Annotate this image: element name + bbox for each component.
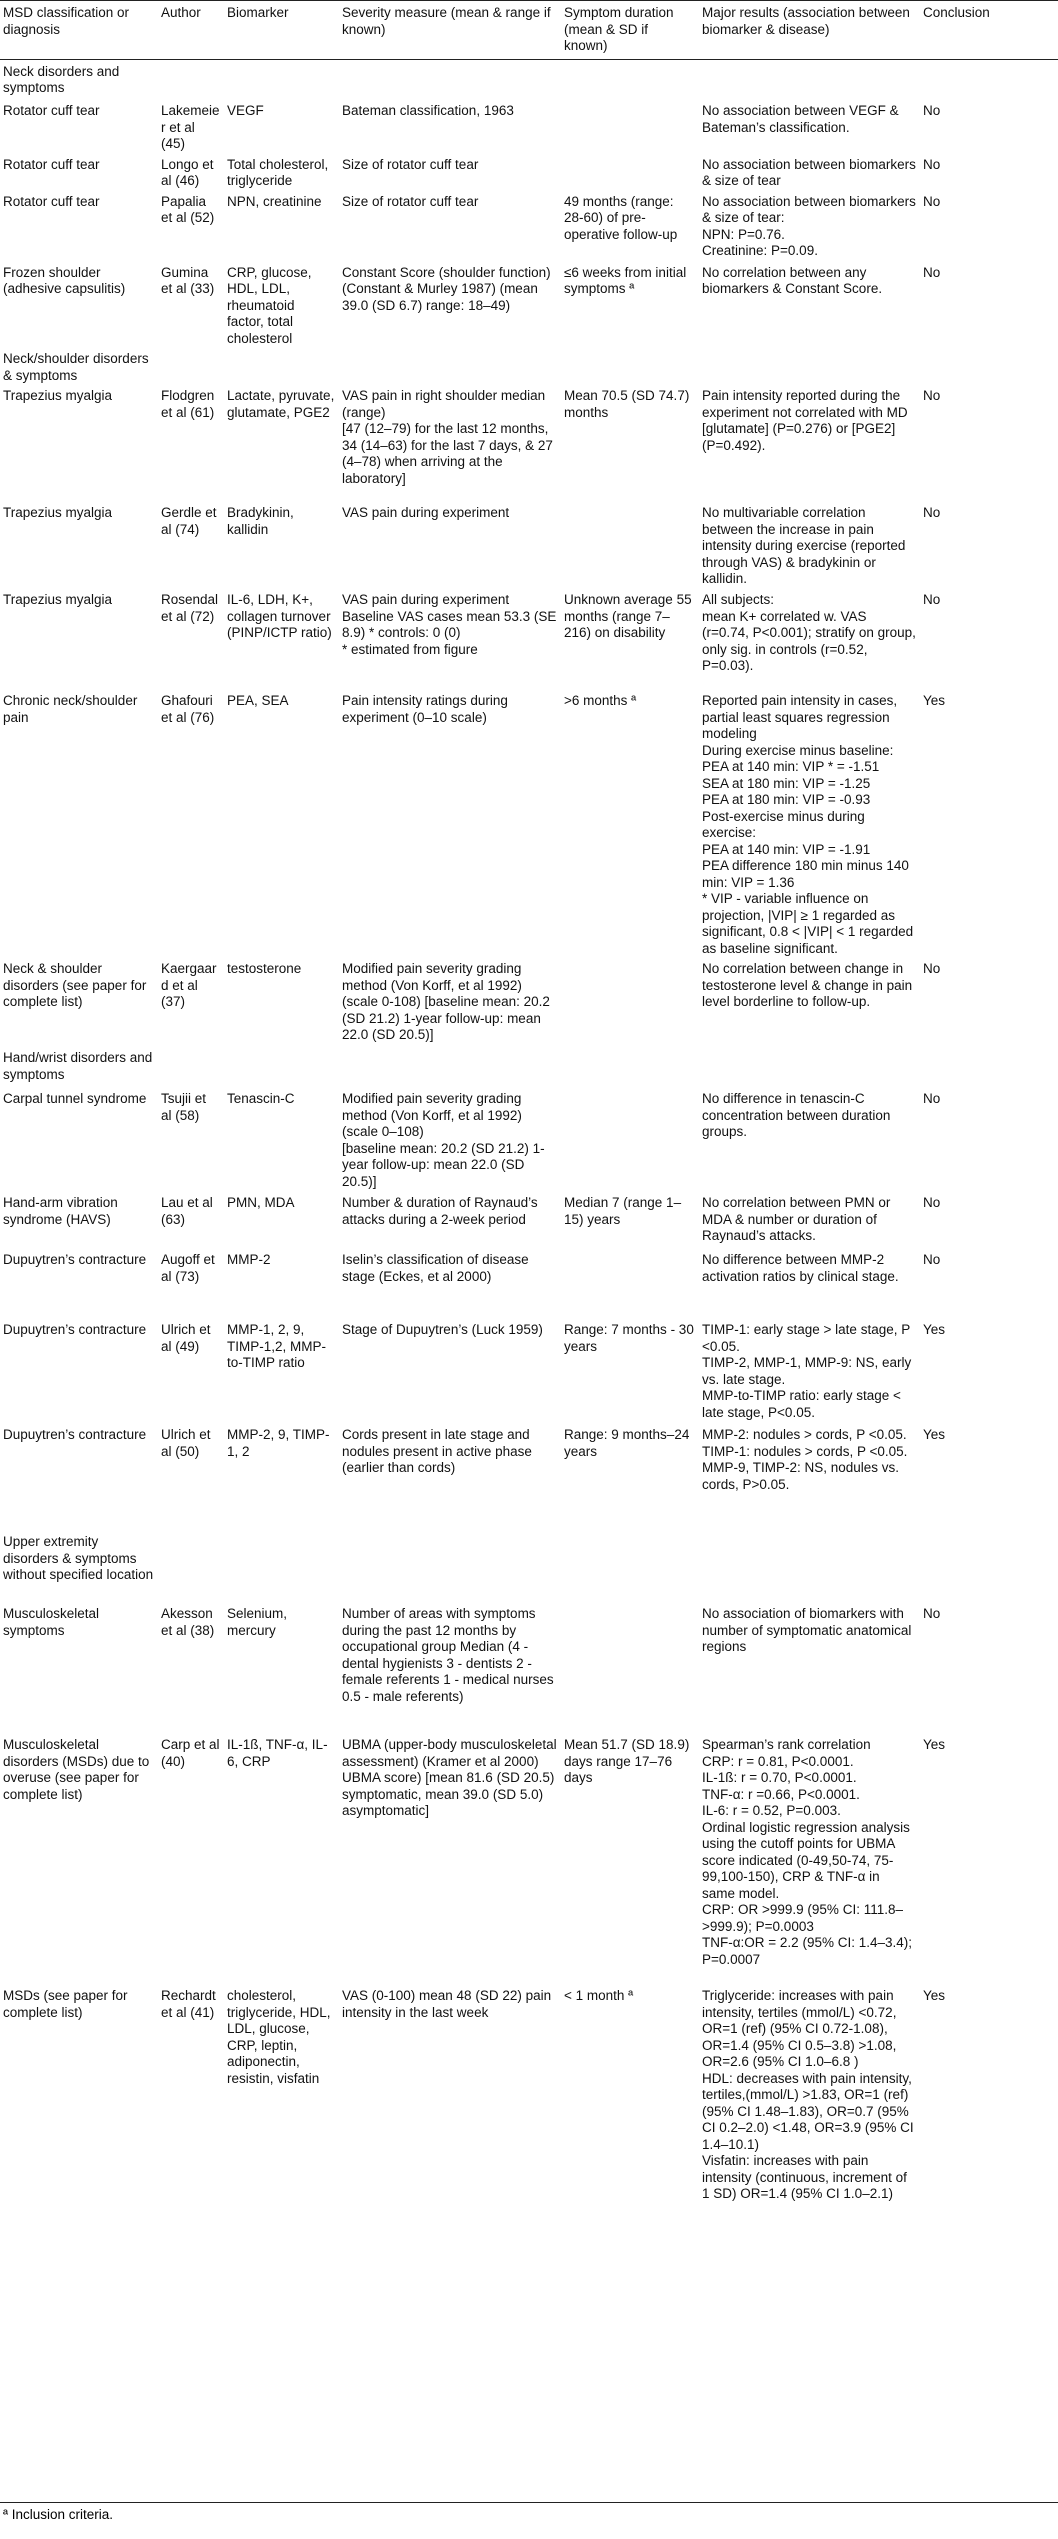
conclusion-cell: Yes — [923, 1322, 946, 1337]
table-row — [0, 190, 1058, 261]
duration-cell: Range: 7 months - 30 years — [564, 1322, 694, 1354]
results-cell: TIMP-1: early stage > late stage, P <0.05. TIMP-2, MMP-1, MMP-9: NS, early vs. late stage. MMP-to-TIMP ratio: early stage < late stage, P<0.05. — [702, 1322, 912, 1420]
table-row — [0, 1087, 1058, 1191]
table-row — [0, 384, 1058, 501]
biomarker-cell: PEA, SEA — [227, 693, 289, 708]
table-row — [0, 1733, 1058, 1984]
duration-cell — [561, 957, 699, 1046]
biomarker-cell: IL-1ß, TNF-α, IL-6, CRP — [227, 1737, 328, 1769]
table-row — [0, 957, 1058, 1046]
msd-cell: Dupuytren’s contracture — [3, 1427, 147, 1442]
duration-cell — [561, 501, 699, 588]
severity-cell — [339, 1530, 561, 1602]
table-row — [0, 1530, 1058, 1602]
duration-cell — [561, 1248, 699, 1318]
msd-cell: Rotator cuff tear — [3, 193, 100, 209]
table-row — [0, 1318, 1058, 1423]
severity-cell: Size of rotator cuff tear — [342, 156, 479, 172]
table-row — [0, 1602, 1058, 1733]
conclusion-cell: No — [923, 505, 941, 520]
conclusion-cell: Yes — [923, 1988, 946, 2003]
conclusion-cell: Yes — [923, 1427, 946, 1442]
results-cell: No correlation between PMN or MDA & number or duration of Raynaud’s attacks. — [702, 1195, 891, 1243]
biomarker-cell: Tenascin-C — [227, 1091, 295, 1106]
severity-cell: Cords present in late stage and nodules present in active phase (earlier than cords) — [342, 1427, 532, 1475]
conclusion-cell: No — [923, 103, 941, 118]
table-row — [0, 1248, 1058, 1318]
duration-cell — [561, 347, 699, 384]
duration-cell — [561, 1087, 699, 1191]
table-row — [0, 588, 1058, 689]
severity-cell: Number & duration of Raynaud’s attacks during a 2-week period — [342, 1195, 538, 1227]
duration-cell — [561, 1530, 699, 1602]
results-cell: No correlation between change in testosterone level & change in pain level borderline to follow-up. — [702, 961, 913, 1009]
msd-cell: Hand/wrist disorders and symptoms — [3, 1050, 153, 1082]
header-severity: Severity measure (mean & range if known) — [339, 1, 561, 60]
author-cell: Longo et al (46) — [161, 156, 214, 188]
table-row — [0, 99, 1058, 153]
severity-cell: VAS (0-100) mean 48 (SD 22) pain intensity in the last week — [342, 1988, 552, 2020]
author-cell: Papalia et al (52) — [161, 193, 215, 225]
author-cell: Rechardt et al (41) — [161, 1988, 216, 2020]
author-cell — [158, 1530, 224, 1602]
severity-cell: VAS pain during experiment Baseline VAS cases mean 53.3 (SE 8.9) * controls: 0 (0) * estimated from figure — [342, 592, 557, 657]
table-row — [0, 261, 1058, 348]
severity-cell: Iselin’s classification of disease stage (Eckes, et al 2000) — [342, 1252, 529, 1284]
msd-cell: Trapezius myalgia — [3, 388, 113, 403]
author-cell: Tsujii et al (58) — [161, 1091, 207, 1123]
author-cell: Ulrich et al (49) — [161, 1322, 211, 1354]
msd-cell: Carpal tunnel syndrome — [3, 1091, 147, 1106]
results-cell: No association between VEGF & Bateman’s classification. — [702, 103, 899, 135]
conclusion-cell: No — [923, 264, 941, 280]
results-cell: No association of biomarkers with number of symptomatic anatomical regions — [702, 1606, 912, 1654]
author-cell: Gumina et al (33) — [161, 264, 215, 296]
conclusion-cell: No — [923, 1606, 941, 1621]
table-row — [0, 1984, 1058, 2284]
author-cell: Akesson et al (38) — [161, 1606, 215, 1638]
severity-cell: Modified pain severity grading method (Von Korff, et al 1992) (scale 0-108) [baseline mean: 20.2 (SD 21.2) 1-year follow-up: mean 22.0 (SD 20.5)] — [342, 961, 550, 1042]
biomarker-cell — [224, 59, 339, 99]
table-row — [0, 347, 1058, 384]
duration-cell — [561, 99, 699, 153]
header-results: Major results (association between biomarker & disease) — [699, 1, 920, 60]
conclusion-cell: No — [923, 961, 941, 976]
conclusion-cell: No — [923, 1091, 941, 1106]
results-cell: MMP-2: nodules > cords, P <0.05. TIMP-1: nodules > cords, P <0.05. MMP-9, TIMP-2: NS, nodules vs. cords, P>0.05. — [702, 1427, 908, 1492]
results-cell — [699, 1530, 920, 1602]
table-row — [0, 1046, 1058, 1087]
results-cell: Reported pain intensity in cases, partial least squares regression modeling During exercise minus baseline: PEA at 140 min: VIP * = -1.51 SEA at 180 min: VIP = -1.25 PEA at 180 min: VIP = -0.93 Post-exercise minus during exercise: PEA at 140 min: VIP = -1.91 PEA difference 180 min minus 140 min: VIP = 1.36 * VIP - variable influence on projection, |VIP| ≥ 1 regarded as significant, 0.8 < |VIP| < 1 regarded as baseline significant. — [702, 693, 914, 956]
conclusion-cell: No — [923, 1195, 941, 1210]
duration-cell: >6 months ª — [564, 693, 637, 708]
duration-cell: Median 7 (range 1–15) years — [564, 1195, 682, 1227]
msd-cell: Neck/shoulder disorders & symptoms — [3, 351, 149, 383]
duration-cell: Unknown average 55 months (range 7–216) on disability — [564, 592, 692, 640]
biomarker-cell: Lactate, pyruvate, glutamate, PGE2 — [227, 388, 335, 420]
severity-cell: Stage of Dupuytren’s (Luck 1959) — [342, 1322, 543, 1337]
msd-cell: Trapezius myalgia — [3, 505, 113, 520]
table-row — [0, 501, 1058, 588]
duration-cell: ≤6 weeks from initial symptoms ª — [564, 264, 687, 296]
results-cell: No difference in tenascin-C concentration between duration groups. — [702, 1091, 891, 1139]
severity-cell: Modified pain severity grading method (Von Korff, et al 1992) (scale 0–108) [baseline mean: 20.2 (SD 21.2) 1-year follow-up: mean 22.0 (SD 20.5)] — [342, 1091, 545, 1189]
header-conclusion: Conclusion — [920, 1, 1058, 60]
severity-cell: Pain intensity ratings during experiment (0–10 scale) — [342, 693, 508, 725]
biomarker-cell: CRP, glucose, HDL, LDL, rheumatoid factor, total cholesterol — [227, 264, 312, 346]
severity-cell — [339, 1046, 561, 1087]
conclusion-cell — [920, 1530, 1058, 1602]
results-cell — [699, 1046, 920, 1087]
duration-cell: < 1 month ª — [564, 1988, 634, 2003]
results-cell: Pain intensity reported during the experiment not correlated with MD [glutamate] (P=0.276) or [PGE2] (P=0.492). — [702, 388, 908, 453]
biomarker-cell: MMP-2, 9, TIMP-1, 2 — [227, 1427, 330, 1459]
header-duration: Symptom duration (mean & SD if known) — [561, 1, 699, 60]
table-body — [0, 59, 1058, 2284]
table-row — [0, 59, 1058, 99]
biomarker-cell: testosterone — [227, 961, 302, 976]
severity-cell: Size of rotator cuff tear — [342, 193, 479, 209]
biomarker-cell: PMN, MDA — [227, 1195, 295, 1210]
header-row — [0, 1, 1058, 60]
header-biomarker: Biomarker — [224, 1, 339, 60]
conclusion-cell — [920, 347, 1058, 384]
footnote: ª Inclusion criteria. — [0, 2502, 1058, 2526]
biomarker-cell: NPN, creatinine — [227, 193, 322, 209]
conclusion-cell: No — [923, 193, 941, 209]
biomarker-cell — [224, 1530, 339, 1602]
author-cell: Ghafouri et al (76) — [161, 693, 215, 725]
severity-cell: Bateman classification, 1963 — [342, 103, 514, 118]
biomarker-cell: Bradykinin, kallidin — [227, 505, 294, 537]
results-cell: No difference between MMP-2 activation ratios by clinical stage. — [702, 1252, 899, 1284]
duration-cell — [561, 1602, 699, 1733]
results-cell — [699, 59, 920, 99]
conclusion-cell: No — [923, 388, 941, 403]
conclusion-cell: No — [923, 156, 941, 172]
author-cell: Augoff et al (73) — [161, 1252, 215, 1284]
biomarker-cell — [224, 1046, 339, 1087]
conclusion-cell: No — [923, 1252, 941, 1267]
table-row — [0, 1191, 1058, 1248]
author-cell: Kaergaard et al (37) — [161, 961, 217, 1009]
msd-cell: Trapezius myalgia — [3, 592, 113, 607]
severity-cell: UBMA (upper-body musculoskeletal assessment) (Kramer et al 2000) UBMA score) [mean 81.6 (SD 20.5) symptomatic, mean 39.0 (SD 5.0) asymptomatic] — [342, 1737, 557, 1818]
biomarker-cell: IL-6, LDH, K+, collagen turnover (PINP/ICTP ratio) — [227, 592, 332, 640]
severity-cell: VAS pain in right shoulder median (range) [47 (12–79) for the last 12 months, 34 (14–63) for the last 7 days, & 27 (4–78) when arriving at the laboratory] — [342, 388, 553, 486]
conclusion-cell — [920, 1046, 1058, 1087]
severity-cell: VAS pain during experiment — [342, 505, 510, 520]
biomarker-cell: MMP-1, 2, 9, TIMP-1,2, MMP-to-TIMP ratio — [227, 1322, 327, 1370]
msd-cell: Upper extremity disorders & symptoms without specified location — [3, 1534, 154, 1582]
author-cell — [158, 59, 224, 99]
results-cell: All subjects: mean K+ correlated w. VAS (r=0.74, P<0.001); stratify on group, only sig. in controls (r=0.52, P=0.03). — [702, 592, 916, 673]
results-cell: No association between biomarkers & size of tear — [702, 156, 916, 188]
msd-cell: Frozen shoulder (adhesive capsulitis) — [3, 264, 126, 296]
header-msd: MSD classification or diagnosis — [0, 1, 158, 60]
msd-cell: MSDs (see paper for complete list) — [3, 1988, 128, 2020]
msd-cell: Chronic neck/shoulder pain — [3, 693, 138, 725]
msd-cell: Rotator cuff tear — [3, 103, 100, 118]
author-cell: Gerdle et al (74) — [161, 505, 217, 537]
msd-cell: Neck disorders and symptoms — [3, 63, 120, 95]
biomarker-cell: Total cholesterol, triglyceride — [227, 156, 329, 188]
conclusion-cell — [920, 59, 1058, 99]
results-cell: Triglyceride: increases with pain intensity, tertiles (mmol/L) <0.72, OR=1 (ref) (95% CI 0.72-1.08), OR=1.4 (95% CI 0.5–3.8) >1.08, OR=2.6 (95% CI 1.0–6.8 ) HDL: decreases with pain intensity, tertiles,(mmol/L) >1.83, OR=1 (ref) (95% CI 1.48–1.83), OR=0.7 (95% CI 0.2–2.0) <1.48, OR=3.9 (95% CI 1.4–10.1) Visfatin: increases with pain intensity (continuous, increment of 1 SD) OR=1.4 (95% CI 1.0–2.1) — [702, 1988, 914, 2201]
conclusion-cell: Yes — [923, 693, 946, 708]
author-cell: Ulrich et al (50) — [161, 1427, 211, 1459]
conclusion-cell: Yes — [923, 1737, 946, 1752]
msd-cell: Musculoskeletal symptoms — [3, 1606, 100, 1638]
duration-cell: 49 months (range: 28-60) of pre-operative follow-up — [564, 193, 678, 242]
msd-cell: Dupuytren’s contracture — [3, 1322, 147, 1337]
results-cell: No multivariable correlation between the increase in pain intensity during exercise (reported through VAS) & bradykinin or kallidin. — [702, 505, 906, 586]
duration-cell: Mean 51.7 (SD 18.9) days range 17–76 days — [564, 1737, 690, 1785]
author-cell: Lakemeier et al (45) — [161, 103, 220, 151]
author-cell: Rosendal et al (72) — [161, 592, 219, 624]
author-cell: Flodgren et al (61) — [161, 388, 215, 420]
duration-cell — [561, 59, 699, 99]
table-row — [0, 153, 1058, 190]
msd-cell: Neck & shoulder disorders (see paper for complete list) — [3, 961, 147, 1009]
biomarker-cell: MMP-2 — [227, 1252, 271, 1267]
results-cell: Spearman’s rank correlation CRP: r = 0.81, P<0.0001. IL-1ß: r = 0.70, P<0.0001. TNF-α: r =0.66, P<0.0001. IL-6: r = 0.52, P=0.003. Ordinal logistic regression analysis using the cutoff points for UBMA score indicated (0-49,50-74, 75-99,100-150), CRP & TNF-α in same model. CRP: OR >999.9 (95% CI: 111.8– >999.9); P=0.0003 TNF-α:OR = 2.2 (95% CI: 1.4–3.4); P=0.0007 — [702, 1737, 913, 1967]
duration-cell: Range: 9 months–24 years — [564, 1427, 690, 1459]
results-cell: No association between biomarkers & size of tear: NPN: P=0.76. Creatinine: P=0.09. — [702, 193, 916, 258]
msd-cell: Hand-arm vibration syndrome (HAVS) — [3, 1195, 118, 1227]
biomarker-cell — [224, 347, 339, 384]
author-cell — [158, 347, 224, 384]
msd-cell: Rotator cuff tear — [3, 156, 100, 172]
results-cell: No correlation between any biomarkers & Constant Score. — [702, 264, 883, 296]
duration-cell — [561, 1046, 699, 1087]
table-row — [0, 689, 1058, 957]
msd-cell: Musculoskeletal disorders (MSDs) due to overuse (see paper for complete list) — [3, 1737, 150, 1802]
severity-cell — [339, 59, 561, 99]
biomarker-cell: cholesterol, triglyceride, HDL, LDL, glucose, CRP, leptin, adiponectin, resistin, visfatin — [227, 1988, 331, 2086]
author-cell: Carp et al (40) — [161, 1737, 220, 1769]
biomarker-cell: VEGF — [227, 103, 264, 118]
severity-cell: Constant Score (shoulder function) (Constant & Murley 1987) (mean 39.0 (SD 6.7) range: 18–49) — [342, 264, 551, 313]
severity-cell — [339, 347, 561, 384]
biomarker-cell: Selenium, mercury — [227, 1606, 288, 1638]
author-cell: Lau et al (63) — [161, 1195, 213, 1227]
conclusion-cell: No — [923, 592, 941, 607]
severity-cell: Number of areas with symptoms during the past 12 months by occupational group Median (4 - dental hygienists 3 - dentists 2 - female referents 1 - medical nurses 0.5 - male referents) — [342, 1606, 554, 1704]
header-author: Author — [158, 1, 224, 60]
duration-cell — [561, 153, 699, 190]
msd-cell: Dupuytren’s contracture — [3, 1252, 147, 1267]
author-cell — [158, 1046, 224, 1087]
results-cell — [699, 347, 920, 384]
duration-cell: Mean 70.5 (SD 74.7) months — [564, 388, 690, 420]
table-row — [0, 1423, 1058, 1530]
